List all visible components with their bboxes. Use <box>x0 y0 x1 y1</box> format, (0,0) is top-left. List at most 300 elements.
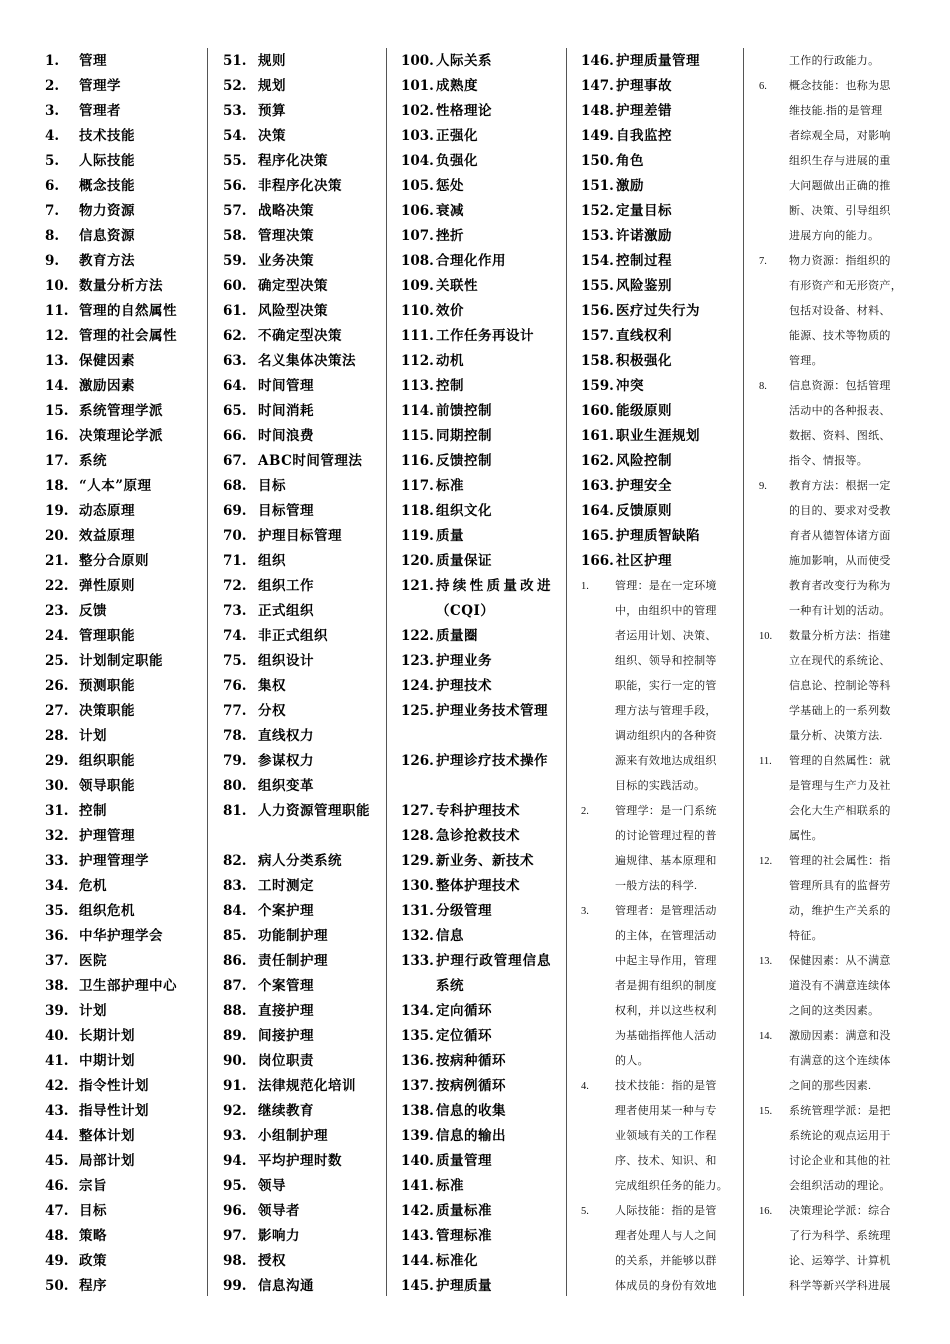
term-number: 45. <box>45 1153 69 1169</box>
term-number: 54. <box>223 128 247 144</box>
term-item <box>45 924 195 949</box>
definition-line: 源来有效地达成组织 <box>615 755 717 767</box>
term-label: 决策理论学派 <box>79 428 163 444</box>
term-number: 65. <box>223 403 247 419</box>
term-label: 时间消耗 <box>258 403 314 419</box>
term-label: 法律规范化培训 <box>258 1078 356 1094</box>
term-number: 63. <box>223 353 247 369</box>
term-item <box>45 1074 195 1099</box>
definition-line: 目标的实践活动。 <box>615 780 706 792</box>
term-label: 岗位职责 <box>258 1053 314 1069</box>
term-label: 信息的输出 <box>436 1128 506 1144</box>
term-number: 144. <box>401 1253 434 1269</box>
term-number: 136. <box>401 1053 434 1069</box>
definition-text <box>789 49 879 74</box>
term-item <box>581 199 733 224</box>
definition-line: 量分析、决策方法. <box>789 730 883 742</box>
definition-line: 者是拥有组织的制度 <box>615 980 717 992</box>
definition-number: 11. <box>759 756 772 767</box>
definition-line: 教育方法：根据一定 <box>789 480 891 492</box>
term-label: 护理事故 <box>616 78 672 94</box>
definition-entry <box>759 949 909 1024</box>
term-number: 155. <box>581 278 614 294</box>
term-number: 163. <box>581 478 614 494</box>
term-item <box>223 1149 376 1174</box>
term-label: 管理学 <box>79 78 121 94</box>
definition-text <box>789 624 891 749</box>
term-number: 107. <box>401 228 434 244</box>
term-item <box>223 74 376 99</box>
term-number: 96. <box>223 1203 247 1219</box>
definition-entry <box>581 1199 733 1299</box>
term-label: 管理决策 <box>258 228 314 244</box>
term-item <box>401 474 553 499</box>
definition-text <box>789 749 891 849</box>
definition-entry <box>581 1074 733 1199</box>
term-item <box>45 549 195 574</box>
term-item <box>45 449 195 474</box>
definition-column <box>759 49 909 1299</box>
term-label: 动态原理 <box>79 503 135 519</box>
definition-line: 管理所具有的监督劳 <box>789 880 891 892</box>
term-item <box>581 349 733 374</box>
term-number: 92. <box>223 1103 247 1119</box>
term-number: 133. <box>401 953 434 969</box>
term-item <box>45 724 195 749</box>
term-item <box>581 274 733 299</box>
term-item <box>45 99 195 124</box>
term-item <box>223 224 376 249</box>
term-label: 计划 <box>79 728 107 744</box>
term-number: 125. <box>401 703 434 719</box>
definition-number: 9. <box>759 481 767 492</box>
definition-line: 讨论企业和其他的社 <box>789 1155 891 1167</box>
definition-line: 中，由组织中的管理 <box>615 605 717 617</box>
term-item <box>401 1049 553 1074</box>
term-item <box>581 249 733 274</box>
term-number: 115. <box>401 428 434 444</box>
term-item <box>401 499 553 524</box>
term-item <box>401 699 553 749</box>
term-number: 73. <box>223 603 247 619</box>
term-number: 105. <box>401 178 434 194</box>
term-item <box>401 249 553 274</box>
term-label: 目标 <box>258 478 286 494</box>
definition-line: 调动组织内的各种资 <box>615 730 717 742</box>
term-label: 组织 <box>258 553 286 569</box>
definition-text <box>789 374 891 474</box>
column-divider <box>207 48 208 1296</box>
term-item <box>401 649 553 674</box>
term-item <box>223 1174 376 1199</box>
term-number: 122. <box>401 628 434 644</box>
term-item <box>223 1199 376 1224</box>
term-item <box>223 674 376 699</box>
term-number: 152. <box>581 203 614 219</box>
term-item <box>401 549 553 574</box>
term-item <box>401 1099 553 1124</box>
term-label: 护理诊疗技术操作 <box>436 753 548 769</box>
definition-line: 的关系，并能够以群 <box>615 1255 717 1267</box>
term-item <box>223 924 376 949</box>
term-number: 100. <box>401 53 434 69</box>
term-item <box>223 174 376 199</box>
term-number: 97. <box>223 1228 247 1244</box>
term-item <box>401 1224 553 1249</box>
term-label: 自我监控 <box>616 128 672 144</box>
definition-line: 教育者改变行为称为 <box>789 580 891 592</box>
term-label: 前馈控制 <box>436 403 492 419</box>
definition-line: 组织、领导和控制等 <box>615 655 717 667</box>
term-number: 74. <box>223 628 247 644</box>
term-item <box>223 1249 376 1274</box>
definition-line: 一般方法的科学. <box>615 880 698 892</box>
term-item <box>401 749 553 799</box>
term-number: 86. <box>223 953 247 969</box>
term-number: 8. <box>45 228 60 244</box>
term-item <box>45 599 195 624</box>
term-number: 135. <box>401 1028 434 1044</box>
term-number: 142. <box>401 1203 434 1219</box>
term-item <box>401 1149 553 1174</box>
term-item <box>223 724 376 749</box>
definition-number: 16. <box>759 1206 773 1217</box>
term-label: 系统管理学派 <box>79 403 163 419</box>
definition-line: 管理：是在一定环境 <box>615 580 717 592</box>
term-label: 物力资源 <box>79 203 135 219</box>
term-number: 90. <box>223 1053 247 1069</box>
definition-line: 的主体，在管理活动 <box>615 930 717 942</box>
definition-line: 断、决策、引导组织 <box>789 205 891 217</box>
term-item <box>401 999 553 1024</box>
definition-line: 指令、情报等。 <box>789 455 869 467</box>
term-item <box>401 449 553 474</box>
term-label: 个案管理 <box>258 978 314 994</box>
term-number: 1. <box>45 53 60 69</box>
term-label: 时间浪费 <box>258 428 314 444</box>
term-item <box>45 224 195 249</box>
term-item <box>45 299 195 324</box>
term-number: 30. <box>45 778 69 794</box>
definition-entry <box>759 849 909 949</box>
term-number: 132. <box>401 928 434 944</box>
term-number: 140. <box>401 1153 434 1169</box>
term-number: 18. <box>45 478 69 494</box>
term-item <box>45 649 195 674</box>
term-item <box>45 374 195 399</box>
definition-text <box>615 1074 728 1199</box>
term-item <box>223 349 376 374</box>
definition-line: 特征。 <box>789 930 823 942</box>
term-number: 29. <box>45 753 69 769</box>
term-number: 121. <box>401 578 434 594</box>
term-label: 反馈控制 <box>436 453 492 469</box>
term-label: 中期计划 <box>79 1053 135 1069</box>
term-number: 148. <box>581 103 614 119</box>
term-number: 89. <box>223 1028 247 1044</box>
term-label: 继续教育 <box>258 1103 314 1119</box>
term-number: 11. <box>45 303 69 319</box>
term-label: 反馈原则 <box>616 503 672 519</box>
term-label: 预测职能 <box>79 678 135 694</box>
definition-line: 管理。 <box>789 355 823 367</box>
term-item <box>401 224 553 249</box>
term-item <box>223 424 376 449</box>
term-number: 33. <box>45 853 69 869</box>
term-item <box>223 1124 376 1149</box>
definition-number: 10. <box>759 631 773 642</box>
definition-text <box>789 949 891 1024</box>
definition-line: 大问题做出正确的推 <box>789 180 891 192</box>
term-item <box>223 474 376 499</box>
definition-text <box>789 74 891 249</box>
term-label: 护理管理 <box>79 828 135 844</box>
term-label: 领导职能 <box>79 778 135 794</box>
term-item <box>45 249 195 274</box>
term-number: 5. <box>45 153 60 169</box>
term-label: 目标 <box>79 1203 107 1219</box>
term-label: 小组制护理 <box>258 1128 328 1144</box>
term-number: 141. <box>401 1178 434 1194</box>
term-item <box>45 1274 195 1299</box>
term-label: 积极强化 <box>616 353 672 369</box>
definition-line: 体成员的身份有效地 <box>615 1280 717 1292</box>
term-label: 控制 <box>79 803 107 819</box>
term-number: 83. <box>223 878 247 894</box>
term-item <box>223 874 376 899</box>
term-label: 非程序化决策 <box>258 178 342 194</box>
term-item <box>45 1149 195 1174</box>
term-item <box>45 49 195 74</box>
term-item <box>401 824 553 849</box>
term-number: 117. <box>401 478 434 494</box>
definition-line: 的人。 <box>615 1055 649 1067</box>
term-label: 标准化 <box>436 1253 478 1269</box>
term-number: 46. <box>45 1178 69 1194</box>
term-item <box>223 249 376 274</box>
term-number: 118. <box>401 503 434 519</box>
term-number: 161. <box>581 428 614 444</box>
term-number: 81. <box>223 803 247 819</box>
term-label: 护理质量管理 <box>616 53 700 69</box>
term-number: 14. <box>45 378 69 394</box>
term-item <box>401 99 553 124</box>
term-label: 激励因素 <box>79 378 135 394</box>
term-label: 标准 <box>436 478 464 494</box>
term-item <box>223 899 376 924</box>
definition-number: 12. <box>759 856 773 867</box>
term-item <box>223 199 376 224</box>
term-number: 101. <box>401 78 434 94</box>
term-number: 165. <box>581 528 614 544</box>
term-label: 护理业务 <box>436 653 492 669</box>
definition-line: 的目的、要求对受教 <box>789 505 891 517</box>
term-label: 护理差错 <box>616 103 672 119</box>
term-number: 93. <box>223 1128 247 1144</box>
term-item <box>581 149 733 174</box>
term-item <box>45 1024 195 1049</box>
term-number: 131. <box>401 903 434 919</box>
term-label: 信息资源 <box>79 228 135 244</box>
term-item <box>581 174 733 199</box>
term-number: 146. <box>581 53 614 69</box>
definition-number: 8. <box>759 381 767 392</box>
term-number: 68. <box>223 478 247 494</box>
term-number: 50. <box>45 1278 69 1294</box>
term-label: 程序 <box>79 1278 107 1294</box>
term-number: 157. <box>581 328 614 344</box>
definition-text <box>615 1199 717 1299</box>
term-label: 影响力 <box>258 1228 300 1244</box>
term-number: 110. <box>401 303 434 319</box>
term-number: 112. <box>401 353 434 369</box>
definition-line: 会组织活动的理论。 <box>789 1180 891 1192</box>
term-number: 145. <box>401 1278 434 1294</box>
term-number: 9. <box>45 253 60 269</box>
term-label: 护理目标管理 <box>258 528 342 544</box>
term-number: 109. <box>401 278 434 294</box>
term-item <box>223 149 376 174</box>
term-label: 按病例循环 <box>436 1078 506 1094</box>
term-item <box>223 399 376 424</box>
term-label: 正强化 <box>436 128 478 144</box>
term-number: 87. <box>223 978 247 994</box>
term-number: 57. <box>223 203 247 219</box>
term-item <box>401 1074 553 1099</box>
term-label: 概念技能 <box>79 178 135 194</box>
term-item <box>223 524 376 549</box>
term-item <box>401 299 553 324</box>
term-number: 44. <box>45 1128 69 1144</box>
term-label: 动机 <box>436 353 464 369</box>
term-item <box>223 1274 376 1299</box>
term-label: 组织设计 <box>258 653 314 669</box>
definition-line: 之间的那些因素. <box>789 1080 872 1092</box>
term-label: 护理业务技术管理 <box>436 703 548 719</box>
definition-entry <box>759 624 909 749</box>
term-label: 控制 <box>436 378 464 394</box>
term-number: 154. <box>581 253 614 269</box>
term-item <box>45 274 195 299</box>
term-number: 28. <box>45 728 69 744</box>
term-label: 管理 <box>79 53 107 69</box>
term-label: 计划 <box>79 1003 107 1019</box>
term-item <box>581 499 733 524</box>
definition-line: 技术技能：指的是管 <box>615 1080 717 1092</box>
definition-number: 13. <box>759 956 773 967</box>
definition-line: 工作的行政能力。 <box>789 55 880 67</box>
term-number: 67. <box>223 453 247 469</box>
term-number: 102. <box>401 103 434 119</box>
term-number: 15. <box>45 403 69 419</box>
term-item <box>401 74 553 99</box>
term-label: 间接护理 <box>258 1028 314 1044</box>
term-label: 护理技术 <box>436 678 492 694</box>
term-label: 平均护理时数 <box>258 1153 342 1169</box>
term-label: 护理质智缺陷 <box>616 528 700 544</box>
term-item <box>581 449 733 474</box>
definition-text <box>789 1024 891 1099</box>
term-number: 98. <box>223 1253 247 1269</box>
term-number: 23. <box>45 603 69 619</box>
term-number: 82. <box>223 853 247 869</box>
term-label: 长期计划 <box>79 1028 135 1044</box>
term-number: 16. <box>45 428 69 444</box>
term-item <box>45 799 195 824</box>
definition-line: 系统论的观点运用于 <box>789 1130 891 1142</box>
term-number: 27. <box>45 703 69 719</box>
term-item <box>401 399 553 424</box>
definition-text <box>615 799 717 899</box>
definition-line: 进展方向的能力。 <box>789 230 880 242</box>
term-item <box>45 1049 195 1074</box>
term-number: 143. <box>401 1228 434 1244</box>
term-item <box>45 874 195 899</box>
term-label: 工时测定 <box>258 878 314 894</box>
term-number: 55. <box>223 153 247 169</box>
term-item <box>581 74 733 99</box>
term-item <box>45 174 195 199</box>
term-number: 150. <box>581 153 614 169</box>
term-number: 127. <box>401 803 434 819</box>
term-item <box>401 949 553 999</box>
term-item <box>401 274 553 299</box>
term-label: 名义集体决策法 <box>258 353 356 369</box>
definition-line: 决策理论学派：综合 <box>789 1205 891 1217</box>
term-number: 91. <box>223 1078 247 1094</box>
definition-number: 2. <box>581 806 589 817</box>
term-number: 6. <box>45 178 60 194</box>
term-number: 47. <box>45 1203 69 1219</box>
definition-line: 立在现代的系统论、 <box>789 655 891 667</box>
term-label: ABC时间管理法 <box>258 453 363 469</box>
term-label: 风险控制 <box>616 453 672 469</box>
term-item <box>45 424 195 449</box>
definition-line: 业领域有关的工作程 <box>615 1130 717 1142</box>
term-item <box>45 149 195 174</box>
term-number: 22. <box>45 578 69 594</box>
term-number: 114. <box>401 403 434 419</box>
term-label: 非正式组织 <box>258 628 328 644</box>
column-divider <box>743 48 744 1296</box>
term-item <box>45 774 195 799</box>
term-label: 弹性原则 <box>79 578 135 594</box>
definition-line: 者运用计划、决策、 <box>615 630 717 642</box>
term-number: 78. <box>223 728 247 744</box>
term-item <box>401 874 553 899</box>
term-item <box>223 374 376 399</box>
term-label: 教育方法 <box>79 253 135 269</box>
term-label: 标准 <box>436 1178 464 1194</box>
term-label: 合理化作用 <box>436 253 506 269</box>
definition-line: 施加影响，从而使受 <box>789 555 891 567</box>
term-label: 许诺激励 <box>616 228 672 244</box>
definition-entry <box>759 374 909 474</box>
term-item <box>401 899 553 924</box>
term-label: 职业生涯规划 <box>616 428 700 444</box>
term-label: 定向循环 <box>436 1003 492 1019</box>
term-label: 管理的自然属性 <box>79 303 177 319</box>
term-item <box>223 1049 376 1074</box>
definition-line: 为基础指挥他人活动 <box>615 1030 717 1042</box>
definition-line: 组织生存与进展的重 <box>789 155 891 167</box>
term-item <box>401 1024 553 1049</box>
definition-number: 7. <box>759 256 767 267</box>
term-label: 人际技能 <box>79 153 135 169</box>
term-label: 性格理论 <box>436 103 492 119</box>
term-item <box>223 1224 376 1249</box>
definition-line: 人际技能：指的是管 <box>615 1205 717 1217</box>
